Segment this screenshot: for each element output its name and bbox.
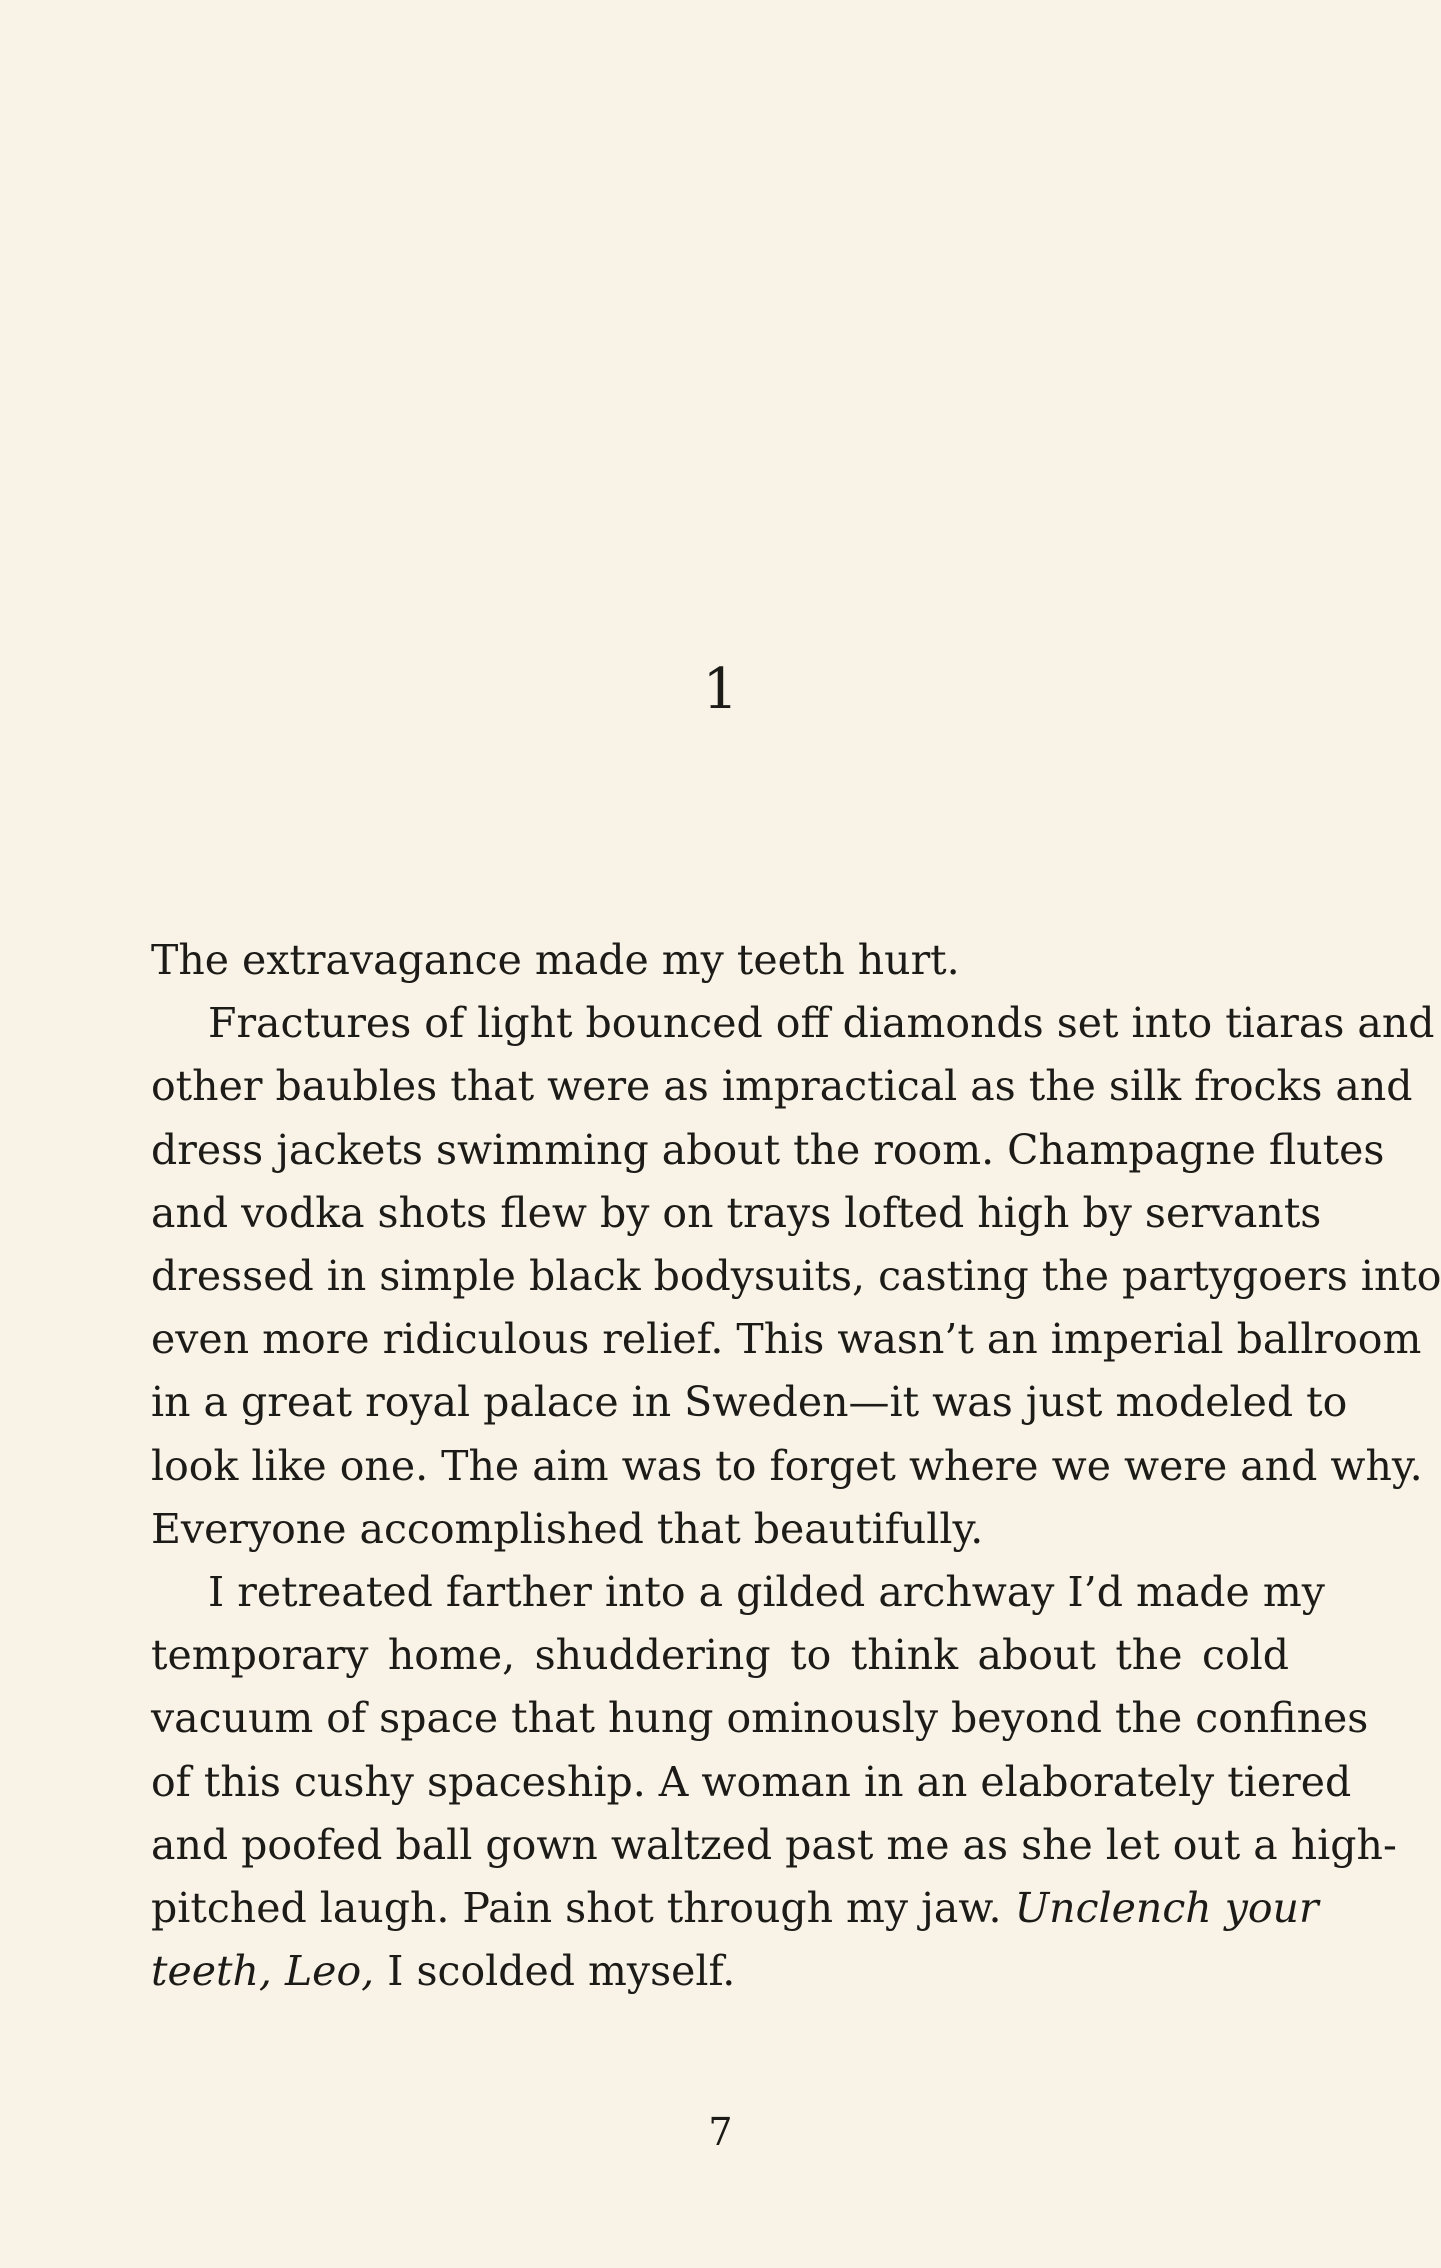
chapter-number: 1 [702,657,739,722]
page-number: 7 [708,2110,733,2154]
paragraph-3-line-7 [151,1940,1289,2003]
paragraph-3-line-2: temporary home, shuddering to think about the cold [151,1631,1289,1680]
paragraph-3-line-6-text: pitched laugh. Pain shot through my jaw. [151,1884,1002,1933]
paragraph-3-line-5: and poofed ball gown waltzed past me as she let out a high- [151,1820,1397,1869]
paragraph-2-line-4: and vodka shots flew by on trays lofted high by servants [151,1188,1322,1237]
paragraph-2-line-5: dressed in simple black bodysuits, casting the partygoers into [151,1252,1441,1301]
paragraph-3-line-4: of this cushy spaceship. A woman in an elaborately tiered [151,1757,1352,1806]
paragraph-3-line-3: vacuum of space that hung ominously beyond the confines [151,1694,1369,1743]
paragraph-2-line-7: in a great royal palace in Sweden—it was just modeled to [151,1378,1348,1427]
paragraph-1-line-1: The extravagance made my teeth hurt. [151,936,960,984]
paragraph-3-italic-1: Unclench your [1014,1884,1319,1933]
paragraph-2-line-3: dress jackets swimming about the room. Champagne flutes [151,1125,1385,1174]
paragraph-3-italic-2: teeth, Leo, [151,1947,375,1996]
paragraph-3-line-7-text: I scolded myself. [387,1947,736,1996]
chapter-body-text [151,929,1441,2003]
paragraph-2-line-8: look like one. The aim was to forget where we were and why. [151,1441,1423,1490]
paragraph-2-line-2: other baubles that were as impractical as the silk frocks and [151,1062,1413,1111]
paragraph-3-line-1: I retreated farther into a gilded archway I’d made my [208,1568,1325,1617]
paragraph-2-line-1: Fractures of light bounced off diamonds set into tiaras and [208,999,1435,1048]
paragraph-2-line-9: Everyone accomplished that beautifully. [151,1504,984,1553]
paragraph-2-line-6: even more ridiculous relief. This wasn’t an imperial ballroom [151,1315,1422,1364]
paragraph-3-line-6 [151,1877,1319,1940]
